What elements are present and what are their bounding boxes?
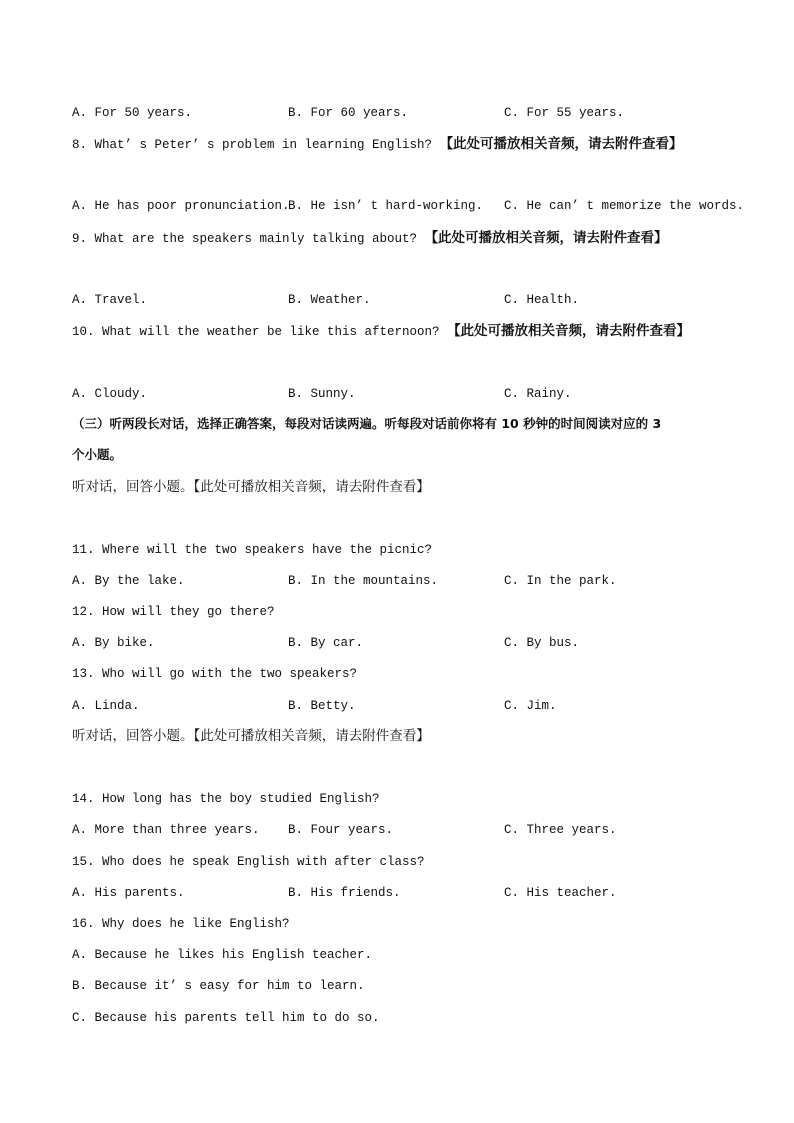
q11-option-b: B. In the mountains. (288, 574, 439, 588)
q10-option-a: A. Cloudy. (72, 387, 148, 401)
q15-option-c: C. His teacher. (504, 886, 617, 900)
q9-option-c: C. Health. (504, 293, 580, 307)
q15-option-b: B. His friends. (288, 886, 401, 900)
q7-option-c: C. For 55 years. (504, 106, 625, 120)
q9-option-a: A. Travel. (72, 293, 148, 307)
dialog2-prompt[interactable]: 听对话，回答小题。【此处可播放相关音频，请去附件查看】 (72, 728, 430, 744)
q8-question-line (72, 136, 683, 153)
q16-option-c: C. Because his parents tell him to do so. (72, 1011, 380, 1025)
q15-question: 15. Who does he speak English with after class? (72, 855, 425, 869)
q9-question-line (72, 230, 668, 247)
q8-option-b: B. He isn’ t hard-working. (288, 199, 484, 213)
q8-option-a: A. He has poor pronunciation. (72, 199, 290, 213)
q12-option-a: A. By bike. (72, 636, 155, 650)
q10-audio-link[interactable]: 【此处可播放相关音频，请去附件查看】 (447, 323, 691, 339)
q10-option-b: B. Sunny. (288, 387, 356, 401)
dialog1-prompt[interactable]: 听对话，回答小题。【此处可播放相关音频，请去附件查看】 (72, 479, 430, 495)
q8-option-c: C. He can’ t memorize the words. (504, 199, 745, 213)
section3-instruction-line2: 个小题。 (72, 447, 123, 462)
q9-audio-link[interactable]: 【此处可播放相关音频，请去附件查看】 (424, 230, 668, 246)
q13-option-b: B. Betty. (288, 699, 356, 713)
q16-option-b: B. Because it’ s easy for him to learn. (72, 979, 365, 993)
q10-option-c: C. Rainy. (504, 387, 572, 401)
q15-option-a: A. His parents. (72, 886, 185, 900)
q11-option-a: A. By the lake. (72, 574, 185, 588)
q9-question: 9. What are the speakers mainly talking about? (72, 232, 425, 246)
q11-options (72, 573, 732, 589)
q13-option-c: C. Jim. (504, 699, 557, 713)
q9-options (72, 292, 732, 308)
q14-options (72, 822, 732, 838)
q12-options (72, 635, 732, 651)
q11-option-c: C. In the park. (504, 574, 617, 588)
section3-instruction-line1: （三）听两段长对话，选择正确答案，每段对话读两遍。听每段对话前你将有 10 秒钟的时间阅读对应的 3 (72, 416, 662, 431)
q12-question: 12. How will they go there? (72, 605, 275, 619)
q11-question: 11. Where will the two speakers have the picnic? (72, 543, 433, 557)
q7-options (72, 105, 732, 121)
q10-question-line (72, 323, 690, 340)
q13-options (72, 698, 732, 714)
q8-audio-link[interactable]: 【此处可播放相关音频，请去附件查看】 (439, 136, 683, 152)
q12-option-c: C. By bus. (504, 636, 580, 650)
q12-option-b: B. By car. (288, 636, 364, 650)
q14-question: 14. How long has the boy studied English? (72, 792, 380, 806)
q7-option-b: B. For 60 years. (288, 106, 409, 120)
q14-option-c: C. Three years. (504, 823, 617, 837)
q14-option-b: B. Four years. (288, 823, 394, 837)
q10-options (72, 386, 732, 402)
q7-option-a: A. For 50 years. (72, 106, 193, 120)
q13-option-a: A. Linda. (72, 699, 140, 713)
q15-options (72, 885, 732, 901)
q16-question: 16. Why does he like English? (72, 917, 290, 931)
q8-options (72, 198, 745, 214)
q16-option-a: A. Because he likes his English teacher. (72, 948, 373, 962)
q14-option-a: A. More than three years. (72, 823, 260, 837)
q9-option-b: B. Weather. (288, 293, 371, 307)
q8-question: 8. What’ s Peter’ s problem in learning English? (72, 138, 440, 152)
q10-question: 10. What will the weather be like this afternoon? (72, 325, 448, 339)
q13-question: 13. Who will go with the two speakers? (72, 667, 358, 681)
